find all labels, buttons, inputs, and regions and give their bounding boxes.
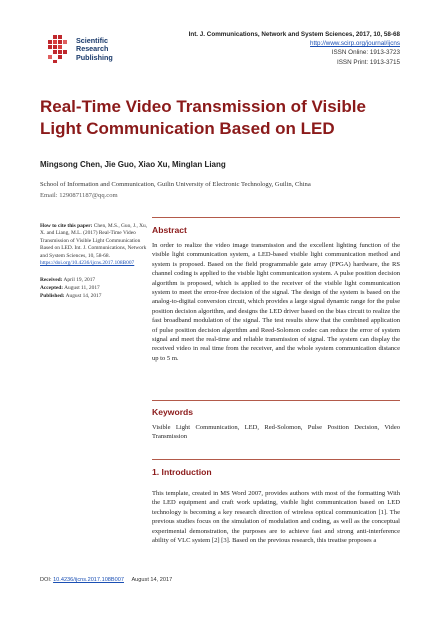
paper-affiliation: School of Information and Communication, Guilin University of Electronic Technology, Guilin, China <box>40 181 311 188</box>
paper-title: Real-Time Video Transmission of Visible Light Communication Based on LED <box>40 97 366 138</box>
footer-doi-link[interactable]: 10.4236/ijcns.2017.108B007 <box>53 577 124 583</box>
publisher-logo[interactable] <box>44 34 164 66</box>
received-date: April 19, 2017 <box>63 277 96 284</box>
introduction-divider <box>152 459 400 460</box>
accepted-date: August 11, 2017 <box>64 285 100 292</box>
citation-sidebar <box>40 223 148 300</box>
paper-authors: Mingsong Chen, Jie Guo, Xiao Xu, Minglan Liang <box>40 160 226 169</box>
published-label: Published: <box>40 292 65 299</box>
cite-doi-link[interactable]: https://doi.org/10.4236/ijcns.2017.108B007 <box>40 260 135 267</box>
received-label: Received: <box>40 277 63 284</box>
journal-url-link[interactable]: http://www.scirp.org/journal/ijcns <box>310 40 400 48</box>
abstract-text: In order to realize the video image transmission and the excellent lighting function of the visible light communication system, a LED-based visible light communication method and system is proposed. Based on the field programmable gate array (FPGA) hardware, the RS channel coding is applied to the visible light communication system. A pulse position decision algorithm is proposed, which is applied to the receiver of the visible light communication system to meet the error-free decision of the signal. The design of the system is based on the analog-to-digital conversion circuit, which provides a large signal dynamic range for the pulse position decision algorithm, and designs the LED driver based on the bias circuit to realize the fast broadband modulation of the signal. The test results show that the combined application of pulse position decision algorithm and Reed-Solomon codec can reduce the error of system signal and meet the real-time and reliable transmission of signal. The system can display the received video in real time from the receiver, and the whole system communication distance up to 5 m. <box>152 242 400 362</box>
footer-doi-label: DOI: <box>40 577 52 583</box>
publisher-name: Scientific Research Publishing <box>76 36 113 62</box>
issn-online: ISSN Online: 1913-3723 <box>331 49 400 57</box>
keywords-divider <box>152 400 400 401</box>
cite-text: Chen, M.S., Guo, J., Xu, X. and Liang, M.L. (2017) Real-Time Video Transmission of Visible Light Communication Based on LED. Int. J. Communications, Network and System Sciences, 10, 58-68. <box>40 223 148 259</box>
introduction-heading: 1. Introduction <box>152 467 212 477</box>
accepted-label: Accepted: <box>40 285 64 292</box>
journal-info <box>189 30 400 67</box>
keywords-text: Visible Light Communication, LED, Red-Solomon, Pulse Position Decision, Video Transmission <box>152 424 400 441</box>
introduction-text: This template, created in MS Word 2007, provides authors with most of the formatting With the LED equipment and craft work updating, visible light communication based on LED technology is becoming a key research direction of wireless optical communication [1]. The previous studies focus on the simulation of modulation and coding, as well as the conceptual experimental demonstration, the purposes are to achieve fast and strong anti-interference ability of VLC system [2] [3]. Based on the previous research, this treatise proposes a <box>152 490 400 545</box>
paper-email: Email: 1290871187@qq.com <box>40 192 118 199</box>
abstract-divider <box>152 217 400 218</box>
footer-date: August 14, 2017 <box>131 577 173 583</box>
issn-print: ISSN Print: 1913-3715 <box>336 58 400 66</box>
cite-heading: How to cite this paper: <box>40 223 93 229</box>
abstract-heading: Abstract <box>152 225 187 235</box>
journal-citation: Int. J. Communications, Network and System Sciences, 2017, 10, 58-68 <box>188 31 400 38</box>
scirp-logo-icon <box>44 34 72 64</box>
publication-dates <box>40 277 148 300</box>
page-footer <box>40 577 172 583</box>
keywords-heading: Keywords <box>152 407 194 417</box>
published-date: August 14, 2017 <box>65 292 102 299</box>
